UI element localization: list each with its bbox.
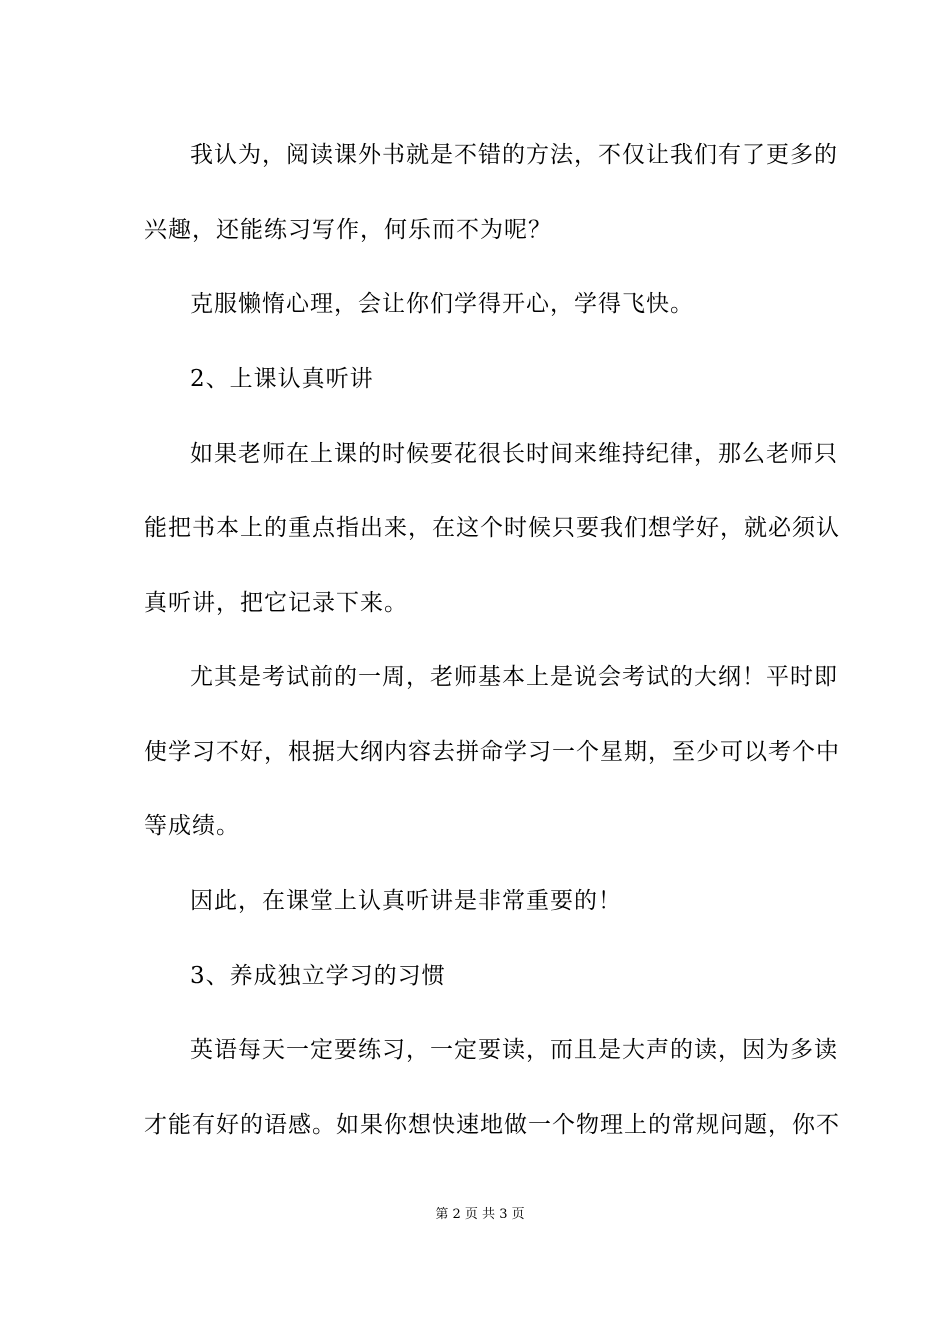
page-number-footer: 第 2 页 共 3 页 <box>435 1207 525 1222</box>
paragraph-line: 克服懒惰心理，会让你们学得开心，学得飞快。 <box>190 291 694 317</box>
paragraph-line: 英语每天一定要练习，一定要读，而且是大声的读，因为多读 <box>190 1037 838 1063</box>
paragraph-line: 因此，在课堂上认真听讲是非常重要的！ <box>190 888 622 914</box>
paragraph-line: 兴趣，还能练习写作，何乐而不为呢？ <box>144 217 552 243</box>
paragraph-line: 使学习不好，根据大纲内容去拼命学习一个星期，至少可以考个中 <box>144 739 840 765</box>
paragraph-line: 尤其是考试前的一周，老师基本上是说会考试的大纲！平时即 <box>190 664 838 690</box>
paragraph-line: 真听讲，把它记录下来。 <box>144 590 408 616</box>
paragraph-line: 如果老师在上课的时候要花很长时间来维持纪律，那么老师只 <box>190 441 838 467</box>
paragraph-line: 我认为，阅读课外书就是不错的方法，不仅让我们有了更多的 <box>190 142 838 168</box>
paragraph-line: 才能有好的语感。如果你想快速地做一个物理上的常规问题，你不 <box>144 1112 840 1138</box>
section-heading: 2、上课认真听讲 <box>190 366 374 392</box>
section-heading: 3、养成独立学习的习惯 <box>190 963 446 989</box>
paragraph-line: 等成绩。 <box>144 813 240 839</box>
paragraph-line: 能把书本上的重点指出来，在这个时候只要我们想学好，就必须认 <box>144 515 840 541</box>
